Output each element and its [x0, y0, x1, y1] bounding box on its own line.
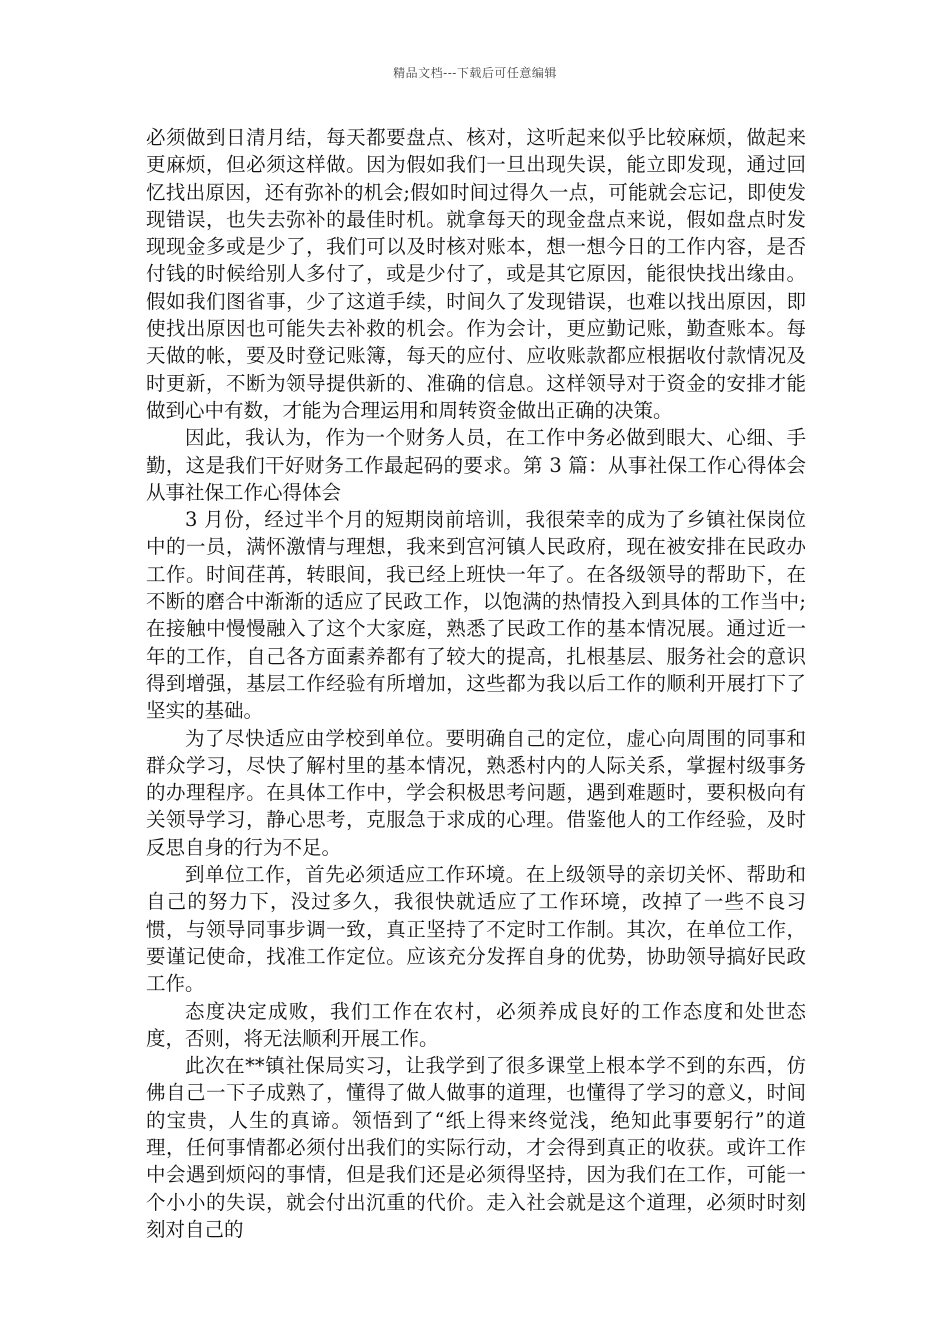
paragraph-4: 为了尽快适应由学校到单位。要明确自己的定位，虚心向周围的同事和群众学习，尽快了解村里的基本情况，熟悉村内的人际关系，掌握村级事务的办理程序。在具体工作中，学会积极思考问题，遇到难题时，要积极向有关领导学习，静心思考，克服急于求成的心理。借鉴他人的工作经验，及时反思自身的行为不足。: [146, 726, 806, 859]
page-header: 精品文档---下载后可任意编辑: [393, 66, 557, 80]
paragraph-5: 到单位工作，首先必须适应工作环境。在上级领导的亲切关怀、帮助和自己的努力下，没过多久，我很快就适应了工作环境，改掉了一些不良习惯，与领导同事步调一致，真正坚持了不定时工作制。其次，在单位工作，要谨记使命，找准工作定位。应该充分发挥自身的优势，协助领导搞好民政工作。: [146, 863, 806, 996]
paragraph-6: 态度决定成败，我们工作在农村，必须养成良好的工作态度和处世态度，否则，将无法顺利开展工作。: [146, 999, 806, 1050]
paragraph-7: 此次在**镇社保局实习，让我学到了很多课堂上根本学不到的东西，仿佛自己一下子成熟了，懂得了做人做事的道理，也懂得了学习的意义，时间的宝贵，人生的真谛。领悟到了“纸上得来终觉浅，绝知此事要躬行”的道理，任何事情都必须付出我们的实际行动，才会得到真正的收获。或许工作中会遇到烦闷的事情，但是我们还是必须得坚持，因为我们在工作，可能一个小小的失误，就会付出沉重的代价。走入社会就是这个道理，必须时时刻刻对自己的: [146, 1054, 806, 1241]
document-body: [146, 124, 806, 1243]
paragraph-3: 3 月份，经过半个月的短期岗前培训，我很荣幸的成为了乡镇社保岗位中的一员，满怀激情与理想，我来到宫河镇人民政府，现在被安排在民政办工作。时间荏苒，转眼间，我已经上班快一年了。在各级领导的帮助下，在不断的磨合中渐渐的适应了民政工作，以饱满的热情投入到具体的工作当中;在接触中慢慢融入了这个大家庭，熟悉了民政工作的基本情况展。通过近一年的工作，自己各方面素养都有了较大的提高，扎根基层、服务社会的意识得到增强，基层工作经验有所增加，这些都为我以后工作的顺利开展打下了坚实的基础。: [146, 508, 806, 723]
paragraph-1: 必须做到日清月结，每天都要盘点、核对，这听起来似乎比较麻烦，做起来更麻烦，但必须这样做。因为假如我们一旦出现失误，能立即发现，通过回忆找出原因，还有弥补的机会;假如时间过得久一点，可能就会忘记，即使发现错误，也失去弥补的最佳时机。就拿每天的现金盘点来说，假如盘点时发现现金多或是少了，我们可以及时核对账本，想一想今日的工作内容，是否付钱的时候给别人多付了，或是少付了，或是其它原因，能很快找出缘由。假如我们图省事，少了这道手续，时间久了发现错误，也难以找出原因，即使找出原因也可能失去补救的机会。作为会计，更应勤记账，勤查账本。每天做的帐，要及时登记账簿，每天的应付、应收账款都应根据收付款情况及时更新，不断为领导提供新的、准确的信息。这样领导对于资金的安排才能做到心中有数，才能为合理运用和周转资金做出正确的决策。: [146, 126, 806, 422]
paragraph-2: 因此，我认为，作为一个财务人员，在工作中务必做到眼大、心细、手勤，这是我们干好财务工作最起码的要求。第 3 篇：从事社保工作心得体会从事社保工作心得体会: [146, 426, 806, 504]
